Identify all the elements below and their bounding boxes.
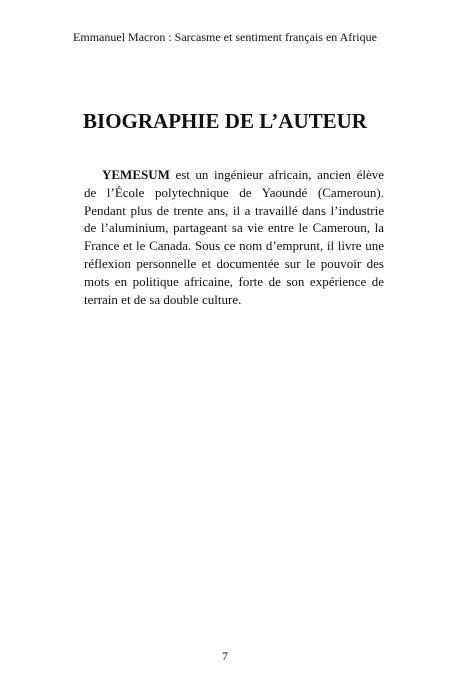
author-biography-paragraph <box>84 166 384 308</box>
author-name: YEMESUM <box>102 167 170 182</box>
page-number: 7 <box>222 649 228 663</box>
biography-text: est un ingénieur africain, ancien élève de l’École polytechnique de Yaoundé (Cameroun). Pendant plus de trente ans, il a travaillé dans l’industrie de l’aluminium, partageant sa vie entre le Cameroun, la France et le Canada. Sous ce nom d’emprunt, il livre une réflexion personnelle et documentée sur le pouvoir des mots en politique africaine, forte de son expérience de terrain et de sa double culture. <box>84 167 384 307</box>
section-title: BIOGRAPHIE DE L’AUTEUR <box>83 109 367 133</box>
running-header: Emmanuel Macron : Sarcasme et sentiment français en Afrique <box>73 30 377 44</box>
